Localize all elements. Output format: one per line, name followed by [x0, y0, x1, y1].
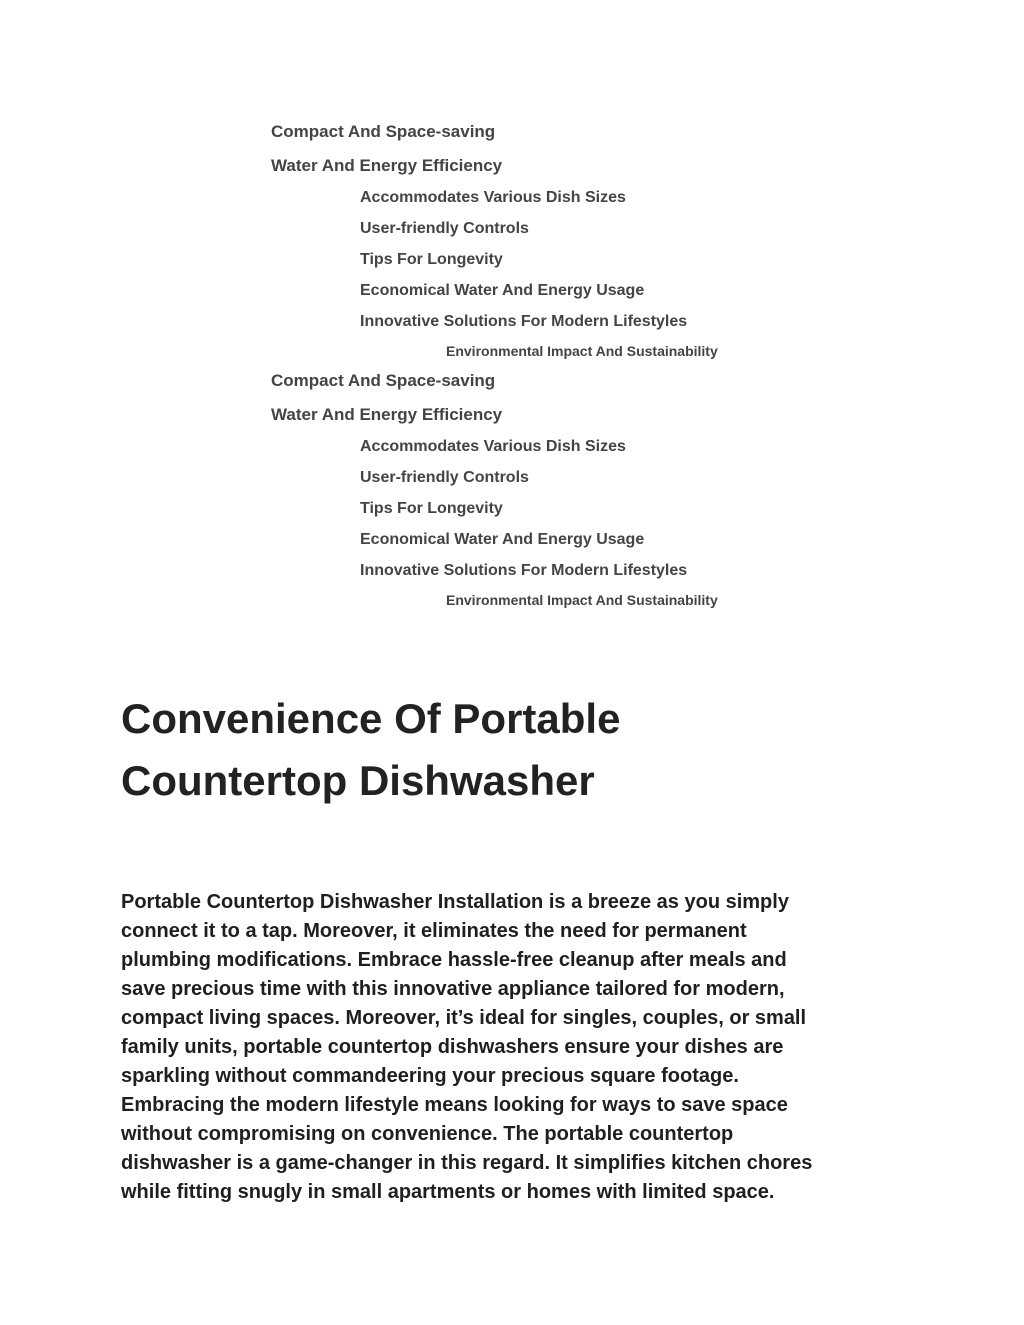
section-heading-line: Convenience Of Portable	[121, 695, 621, 742]
paragraph-line: plumbing modifications. Embrace hassle-free cleanup after meals and	[121, 949, 787, 971]
toc-link-environmental-impact[interactable]: Environmental Impact And Sustainability	[446, 592, 718, 608]
toc-link-economical-usage[interactable]: Economical Water And Energy Usage	[360, 282, 645, 299]
paragraph-line: without compromising on convenience. The portable countertop	[121, 1123, 734, 1145]
toc-link-tips-for-longevity[interactable]: Tips For Longevity	[360, 500, 503, 517]
paragraph-line: save precious time with this innovative appliance tailored for modern,	[121, 978, 785, 1000]
paragraph-line: while fitting snugly in small apartments or homes with limited space.	[121, 1181, 775, 1203]
paragraph-line: sparkling without commandeering your precious square footage.	[121, 1065, 739, 1087]
toc-link-environmental-impact[interactable]: Environmental Impact And Sustainability	[446, 343, 718, 359]
toc-link-accommodates-dish-sizes[interactable]: Accommodates Various Dish Sizes	[360, 438, 626, 455]
section-heading	[121, 688, 941, 812]
section-paragraph	[121, 888, 901, 1207]
paragraph-line: Portable Countertop Dishwasher Installation is a breeze as you simply	[121, 891, 789, 913]
section-heading-line: Countertop Dishwasher	[121, 757, 595, 804]
toc-link-tips-for-longevity[interactable]: Tips For Longevity	[360, 251, 503, 268]
toc-link-innovative-solutions[interactable]: Innovative Solutions For Modern Lifestyles	[360, 562, 688, 579]
toc-link-water-energy-efficiency[interactable]: Water And Energy Efficiency	[271, 156, 503, 175]
paragraph-line: dishwasher is a game-changer in this regard. It simplifies kitchen chores	[121, 1152, 813, 1174]
paragraph-line: family units, portable countertop dishwashers ensure your dishes are	[121, 1036, 784, 1058]
paragraph-line: compact living spaces. Moreover, it’s ideal for singles, couples, or small	[121, 1007, 807, 1029]
toc-link-user-friendly-controls[interactable]: User-friendly Controls	[360, 469, 529, 486]
toc-link-innovative-solutions[interactable]: Innovative Solutions For Modern Lifestyles	[360, 313, 688, 330]
paragraph-line: connect it to a tap. Moreover, it eliminates the need for permanent	[121, 920, 747, 942]
toc-link-user-friendly-controls[interactable]: User-friendly Controls	[360, 220, 529, 237]
toc-link-compact-space-saving[interactable]: Compact And Space-saving	[271, 371, 496, 390]
toc-link-accommodates-dish-sizes[interactable]: Accommodates Various Dish Sizes	[360, 189, 626, 206]
toc-link-compact-space-saving[interactable]: Compact And Space-saving	[271, 122, 496, 141]
paragraph-line: Embracing the modern lifestyle means looking for ways to save space	[121, 1094, 788, 1116]
toc-link-economical-usage[interactable]: Economical Water And Energy Usage	[360, 531, 645, 548]
toc-link-water-energy-efficiency[interactable]: Water And Energy Efficiency	[271, 405, 503, 424]
